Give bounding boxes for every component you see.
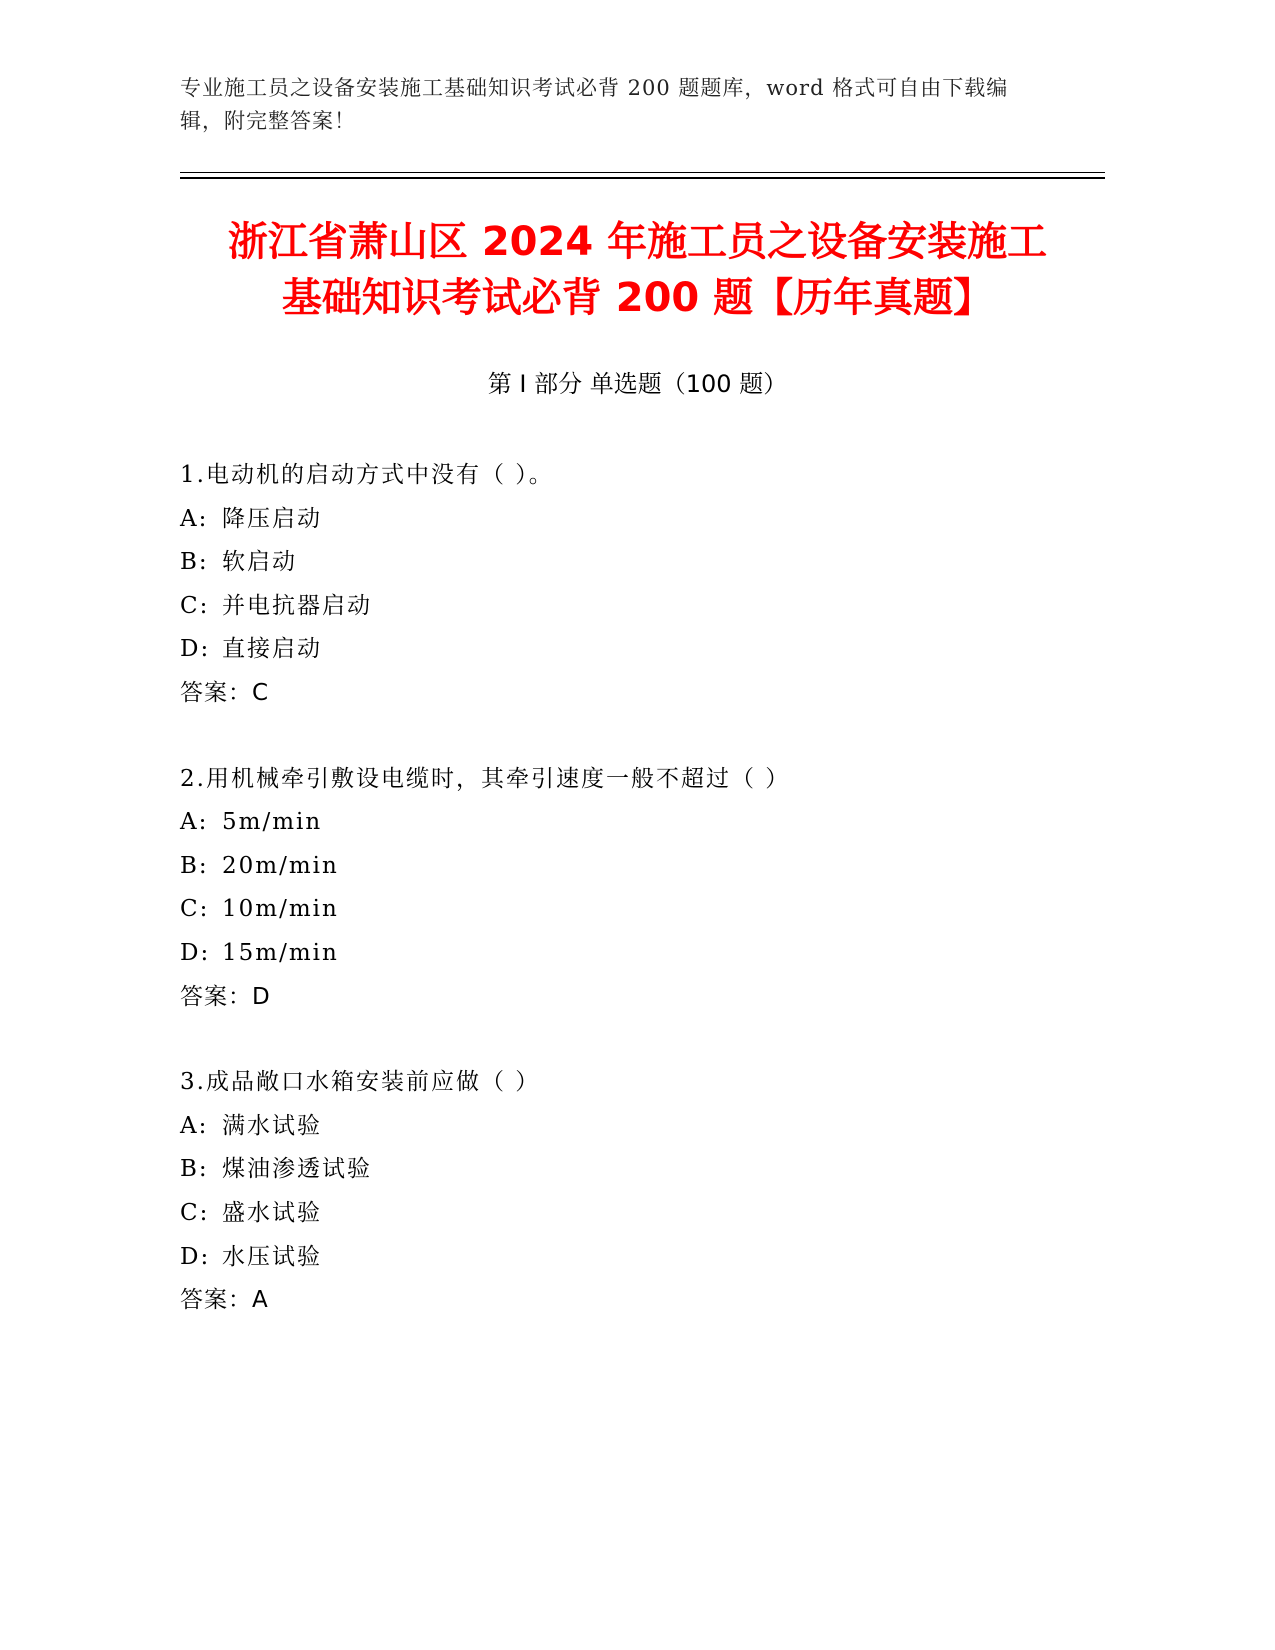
title-line-1: 浙江省萧山区 2024 年施工员之设备安装施工	[227, 219, 1048, 265]
option-a	[180, 498, 1105, 542]
answer-line: 答案：D	[180, 983, 271, 1010]
option-letter: B:	[180, 549, 209, 576]
option-letter: A:	[180, 809, 209, 836]
option-c	[180, 1192, 1105, 1236]
option-letter: D:	[180, 636, 211, 663]
option-text: 直接启动	[222, 636, 322, 663]
option-text: 水压试验	[222, 1243, 322, 1270]
title-line-2: 基础知识考试必背 200 题【历年真题】	[281, 275, 994, 321]
option-letter: C:	[180, 896, 210, 923]
option-text: 15m/min	[222, 939, 339, 966]
option-letter: D:	[180, 1243, 211, 1270]
answer-line: 答案：A	[180, 1287, 269, 1314]
question-2	[180, 758, 1105, 1020]
option-b	[180, 541, 1105, 585]
option-d	[180, 1236, 1105, 1280]
question-stem: 2.用机械牵引敷设电缆时，其牵引速度一般不超过（ ）	[180, 765, 791, 792]
option-b	[180, 845, 1105, 889]
question-list	[180, 454, 1105, 1365]
option-letter: C:	[180, 592, 210, 619]
option-a	[180, 1105, 1105, 1149]
header-divider-thick	[180, 177, 1105, 179]
question-1	[180, 454, 1105, 716]
option-text: 并电抗器启动	[222, 592, 372, 619]
option-text: 10m/min	[222, 896, 339, 923]
option-letter: C:	[180, 1199, 210, 1226]
section-title: 第 I 部分 单选题（100 题）	[487, 370, 788, 398]
option-text: 满水试验	[222, 1112, 322, 1139]
option-letter: B:	[180, 1156, 209, 1183]
option-text: 5m/min	[222, 809, 323, 836]
option-text: 20m/min	[222, 852, 339, 879]
option-letter: A:	[180, 1112, 209, 1139]
question-stem: 1.电动机的启动方式中没有（ ）。	[180, 462, 554, 488]
option-c	[180, 888, 1105, 932]
option-d	[180, 932, 1105, 976]
answer-line: 答案：C	[180, 679, 270, 706]
option-text: 降压启动	[222, 505, 322, 532]
option-letter: D:	[180, 939, 211, 966]
option-b	[180, 1148, 1105, 1192]
option-letter: A:	[180, 505, 209, 532]
option-text: 煤油渗透试验	[222, 1156, 372, 1183]
option-text: 软启动	[222, 549, 297, 576]
question-stem: 3.成品敞口水箱安装前应做（ ）	[180, 1069, 541, 1096]
question-3	[180, 1061, 1105, 1323]
header-note: 专业施工员之设备安装施工基础知识考试必背 200 题题库，word 格式可自由下载编辑，附完整答案！	[180, 76, 1009, 133]
option-letter: B:	[180, 852, 209, 879]
option-a	[180, 801, 1105, 845]
header-divider-thin	[180, 172, 1105, 173]
document-title	[150, 214, 1125, 326]
option-c	[180, 585, 1105, 629]
option-d	[180, 628, 1105, 672]
option-text: 盛水试验	[222, 1199, 322, 1226]
